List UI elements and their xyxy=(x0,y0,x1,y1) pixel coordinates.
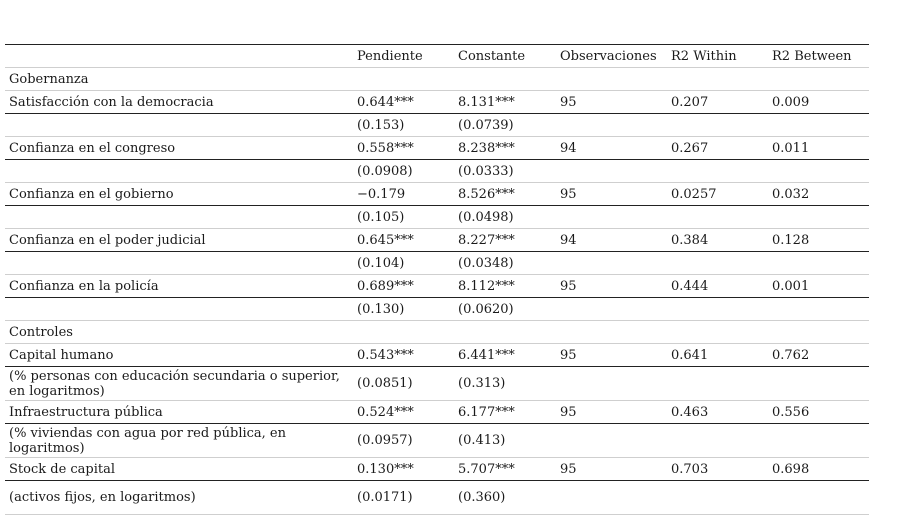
se-constante-cell: (0.413) xyxy=(454,424,556,458)
se-pendiente-cell: (0.130) xyxy=(353,298,454,321)
observaciones-cell: 94 xyxy=(556,229,667,252)
header-constante: Constante xyxy=(454,45,556,68)
r2-between-cell: 0.001 xyxy=(768,275,869,298)
r2-within-cell: 0.0257 xyxy=(667,183,768,206)
r2-within-cell: 0.703 xyxy=(667,458,768,481)
r2-between-cell: 0.698 xyxy=(768,458,869,481)
empty-cell xyxy=(768,424,869,458)
header-pendiente: Pendiente xyxy=(353,45,454,68)
r2-within-cell: 0.207 xyxy=(667,91,768,114)
std-error-row xyxy=(5,252,869,275)
table-row xyxy=(5,183,869,206)
se-pendiente-cell: (0.0171) xyxy=(353,481,454,515)
table-row xyxy=(5,458,869,481)
row-label: Satisfacción con la democracia xyxy=(5,91,353,114)
section-title: Controles xyxy=(5,321,869,344)
std-error-row xyxy=(5,424,869,458)
se-pendiente-cell: (0.153) xyxy=(353,114,454,137)
empty-cell xyxy=(768,114,869,137)
r2-within-cell: 0.267 xyxy=(667,137,768,160)
empty-cell xyxy=(556,114,667,137)
se-constante-cell: (0.0739) xyxy=(454,114,556,137)
observaciones-cell: 95 xyxy=(556,401,667,424)
std-error-row xyxy=(5,481,869,515)
constante-cell: 6.177*** xyxy=(454,401,556,424)
pendiente-cell: 0.543*** xyxy=(353,344,454,367)
empty-cell xyxy=(667,206,768,229)
header-observaciones: Observaciones xyxy=(556,45,667,68)
r2-between-cell: 0.762 xyxy=(768,344,869,367)
table-row xyxy=(5,344,869,367)
std-error-row xyxy=(5,367,869,401)
constante-cell: 8.227*** xyxy=(454,229,556,252)
r2-within-cell: 0.463 xyxy=(667,401,768,424)
regression-table xyxy=(5,44,869,515)
section-row xyxy=(5,68,869,91)
row-label: Capital humano xyxy=(5,344,353,367)
section-title: Gobernanza xyxy=(5,68,869,91)
observaciones-cell: 95 xyxy=(556,458,667,481)
empty-cell xyxy=(667,160,768,183)
empty-cell xyxy=(768,367,869,401)
row-sub-label xyxy=(5,114,353,137)
pendiente-cell: 0.558*** xyxy=(353,137,454,160)
pendiente-cell: 0.644*** xyxy=(353,91,454,114)
se-pendiente-cell: (0.104) xyxy=(353,252,454,275)
empty-cell xyxy=(556,367,667,401)
pendiente-cell: −0.179 xyxy=(353,183,454,206)
header-label xyxy=(5,45,353,68)
pendiente-cell: 0.689*** xyxy=(353,275,454,298)
empty-cell xyxy=(556,160,667,183)
constante-cell: 8.112*** xyxy=(454,275,556,298)
row-sub-label xyxy=(5,206,353,229)
row-sub-label xyxy=(5,298,353,321)
header-r2-within: R2 Within xyxy=(667,45,768,68)
row-sub-label xyxy=(5,252,353,275)
empty-cell xyxy=(768,252,869,275)
empty-cell xyxy=(556,424,667,458)
r2-within-cell: 0.384 xyxy=(667,229,768,252)
observaciones-cell: 94 xyxy=(556,137,667,160)
constante-cell: 8.238*** xyxy=(454,137,556,160)
empty-cell xyxy=(556,206,667,229)
empty-cell xyxy=(667,424,768,458)
constante-cell: 8.526*** xyxy=(454,183,556,206)
constante-cell: 5.707*** xyxy=(454,458,556,481)
header-row xyxy=(5,45,869,68)
empty-cell xyxy=(667,367,768,401)
table-body xyxy=(5,68,869,515)
row-label: Confianza en la policía xyxy=(5,275,353,298)
row-sub-label xyxy=(5,160,353,183)
empty-cell xyxy=(667,114,768,137)
se-pendiente-cell: (0.0957) xyxy=(353,424,454,458)
empty-cell xyxy=(667,481,768,515)
r2-between-cell: 0.009 xyxy=(768,91,869,114)
se-constante-cell: (0.0333) xyxy=(454,160,556,183)
observaciones-cell: 95 xyxy=(556,344,667,367)
table-row xyxy=(5,229,869,252)
row-label: Confianza en el congreso xyxy=(5,137,353,160)
r2-between-cell: 0.011 xyxy=(768,137,869,160)
row-label: Confianza en el gobierno xyxy=(5,183,353,206)
table-row xyxy=(5,137,869,160)
header-r2-between: R2 Between xyxy=(768,45,869,68)
se-constante-cell: (0.360) xyxy=(454,481,556,515)
row-sub-label: (% viviendas con agua por red pública, en logaritmos) xyxy=(5,424,353,458)
row-sub-label: (activos fijos, en logaritmos) xyxy=(5,481,353,515)
row-label: Stock de capital xyxy=(5,458,353,481)
pendiente-cell: 0.130*** xyxy=(353,458,454,481)
row-label: Infraestructura pública xyxy=(5,401,353,424)
pendiente-cell: 0.524*** xyxy=(353,401,454,424)
std-error-row xyxy=(5,114,869,137)
empty-cell xyxy=(556,481,667,515)
empty-cell xyxy=(556,252,667,275)
constante-cell: 8.131*** xyxy=(454,91,556,114)
table-row xyxy=(5,275,869,298)
table-row xyxy=(5,401,869,424)
se-constante-cell: (0.313) xyxy=(454,367,556,401)
std-error-row xyxy=(5,206,869,229)
r2-between-cell: 0.128 xyxy=(768,229,869,252)
r2-between-cell: 0.556 xyxy=(768,401,869,424)
se-pendiente-cell: (0.0851) xyxy=(353,367,454,401)
empty-cell xyxy=(768,206,869,229)
empty-cell xyxy=(768,298,869,321)
observaciones-cell: 95 xyxy=(556,91,667,114)
row-label: Confianza en el poder judicial xyxy=(5,229,353,252)
se-pendiente-cell: (0.0908) xyxy=(353,160,454,183)
section-row xyxy=(5,321,869,344)
pendiente-cell: 0.645*** xyxy=(353,229,454,252)
empty-cell xyxy=(667,252,768,275)
empty-cell xyxy=(556,298,667,321)
se-constante-cell: (0.0498) xyxy=(454,206,556,229)
std-error-row xyxy=(5,160,869,183)
empty-cell xyxy=(768,481,869,515)
se-constante-cell: (0.0620) xyxy=(454,298,556,321)
std-error-row xyxy=(5,298,869,321)
constante-cell: 6.441*** xyxy=(454,344,556,367)
se-pendiente-cell: (0.105) xyxy=(353,206,454,229)
r2-within-cell: 0.641 xyxy=(667,344,768,367)
r2-between-cell: 0.032 xyxy=(768,183,869,206)
table-row xyxy=(5,91,869,114)
r2-within-cell: 0.444 xyxy=(667,275,768,298)
empty-cell xyxy=(667,298,768,321)
empty-cell xyxy=(768,160,869,183)
observaciones-cell: 95 xyxy=(556,275,667,298)
se-constante-cell: (0.0348) xyxy=(454,252,556,275)
observaciones-cell: 95 xyxy=(556,183,667,206)
row-sub-label: (% personas con educación secundaria o superior, en logaritmos) xyxy=(5,367,353,401)
